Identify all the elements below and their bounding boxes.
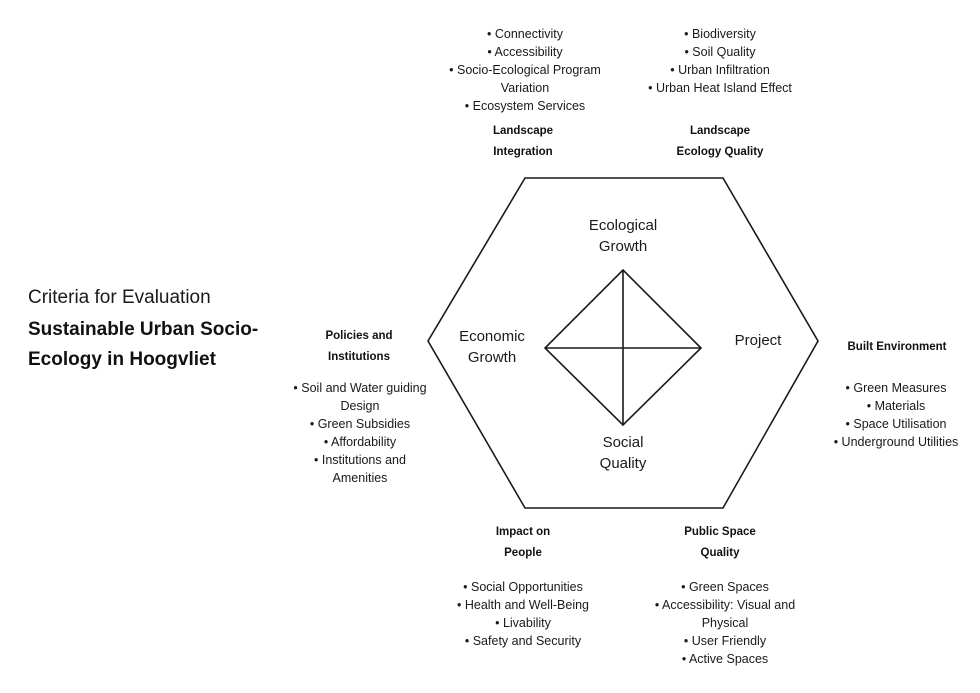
heading-line1: Built Environment (847, 341, 947, 353)
list-item: • Accessibility: Visual and Physical (654, 598, 796, 630)
list-item: • Soil and Water guiding Design (293, 381, 427, 413)
title-mainline: Sustainable Urban Socio-Ecology in Hoogvliet (28, 319, 259, 370)
list-item: • Soil Quality (684, 45, 756, 59)
heading-line2: Ecology Quality (676, 146, 764, 158)
inner-diamond (545, 270, 701, 425)
node-economic-growth-line2: Growth (467, 349, 517, 366)
list-item: • Active Spaces (681, 652, 769, 666)
heading-line2: Integration (493, 146, 553, 158)
page-title (28, 285, 298, 375)
list-item: • Connectivity (487, 27, 563, 41)
list-item: • Socio-Ecological Program Variation (449, 63, 601, 95)
node-social-quality-line2: Quality (599, 455, 647, 472)
heading-line2: Quality (700, 547, 740, 559)
node-social-quality (563, 432, 683, 474)
list-item: • Social Opportunities (463, 580, 583, 594)
category-built-environment-heading (822, 337, 972, 358)
list-item: • Green Subsidies (309, 417, 411, 431)
category-landscape-integration-heading (452, 121, 594, 163)
list-item: • Underground Utilities (833, 435, 959, 449)
list-item: • User Friendly (683, 634, 767, 648)
node-ecological-growth-line2: Growth (598, 238, 648, 255)
list-item: • Space Utilisation (845, 417, 947, 431)
category-public-space-quality-items (645, 578, 805, 668)
node-project-line1: Project (734, 332, 782, 349)
list-item: • Safety and Security (464, 634, 582, 648)
node-economic-growth-line1: Economic (459, 328, 525, 345)
heading-line1: Impact on (495, 526, 551, 538)
heading-line1: Landscape (689, 125, 751, 137)
heading-line1: Landscape (492, 125, 554, 137)
list-item: • Institutions and Amenities (314, 453, 406, 485)
node-social-quality-line1: Social (602, 434, 644, 451)
category-landscape-ecology-quality-items (645, 25, 795, 97)
category-policies-and-institutions-heading (289, 326, 429, 368)
category-policies-and-institutions-items (290, 379, 430, 487)
node-economic-growth (432, 326, 552, 368)
list-item: • Ecosystem Services (464, 99, 586, 113)
category-impact-on-people-heading (452, 522, 594, 564)
node-ecological-growth (563, 215, 683, 257)
category-public-space-quality-heading (648, 522, 792, 564)
list-item: • Accessibility (487, 45, 563, 59)
heading-line2: Institutions (328, 351, 390, 363)
category-built-environment-items (826, 379, 966, 451)
list-item: • Materials (866, 399, 926, 413)
heading-line1: Public Space (684, 526, 756, 538)
title-subline: Criteria for Evaluation (28, 287, 211, 308)
category-landscape-ecology-quality-heading (648, 121, 792, 163)
list-item: • Urban Infiltration (670, 63, 770, 77)
list-item: • Affordability (323, 435, 397, 449)
list-item: • Livability (495, 616, 551, 630)
category-landscape-integration-items (440, 25, 610, 115)
list-item: • Green Measures (845, 381, 947, 395)
list-item: • Green Spaces (681, 580, 769, 594)
list-item: • Health and Well-Being (457, 598, 589, 612)
category-impact-on-people-items (443, 578, 603, 650)
node-project (703, 330, 813, 351)
list-item: • Urban Heat Island Effect (648, 81, 792, 95)
node-ecological-growth-line1: Ecological (588, 217, 658, 234)
list-item: • Biodiversity (684, 27, 756, 41)
heading-line1: Policies and (325, 330, 393, 342)
heading-line2: People (504, 547, 542, 559)
